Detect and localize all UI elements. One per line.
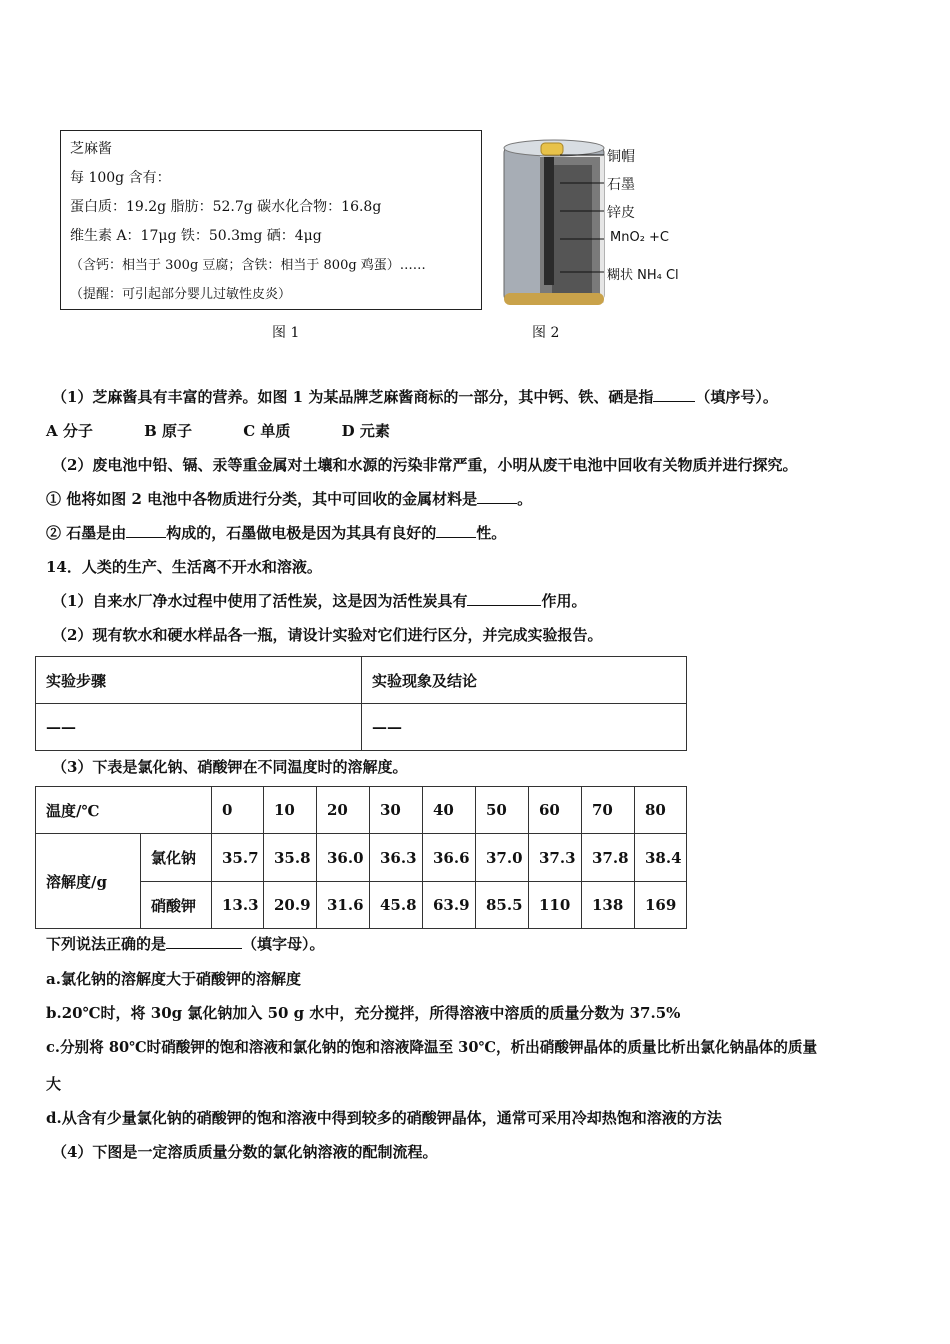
value-cell: 38.4 <box>635 834 687 882</box>
value-cell: 45.8 <box>370 882 423 929</box>
choice-a: a.氯化钠的溶解度大于硝酸钾的溶解度 <box>46 970 301 988</box>
report-header-steps: 实验步骤 <box>36 657 362 704</box>
value-cell: 37.3 <box>529 834 582 882</box>
value-cell: 36.0 <box>317 834 370 882</box>
q14-part1: （1）自来水厂净水过程中使用了活性炭，这是因为活性炭具有 作用。 <box>52 592 587 610</box>
value-cell: 35.8 <box>264 834 317 882</box>
value-cell: 169 <box>635 882 687 929</box>
value-cell: 31.6 <box>317 882 370 929</box>
answer-blank[interactable] <box>653 387 695 402</box>
temp-cell: 20 <box>317 787 370 834</box>
value-cell: 138 <box>582 882 635 929</box>
temp-cell: 70 <box>582 787 635 834</box>
value-cell: 36.3 <box>370 834 423 882</box>
label-line: 维生素 A：17μg 铁：50.3mg 硒：4μg <box>70 228 322 244</box>
value-cell: 63.9 <box>423 882 476 929</box>
answer-blank[interactable] <box>126 523 166 538</box>
row-name-kno3: 硝酸钾 <box>141 882 212 929</box>
option-c: C 单质 <box>243 422 291 440</box>
zinc-label: 锌皮 <box>607 205 635 221</box>
choice-c-cont: 大 <box>46 1075 62 1093</box>
temp-header: 温度/℃ <box>36 787 212 834</box>
q14-part3-question: 下列说法正确的是 （填字母）。 <box>46 935 325 953</box>
report-cell-steps[interactable]: —— <box>36 704 362 751</box>
report-cell-result[interactable]: —— <box>362 704 687 751</box>
graphite-rod <box>544 157 554 285</box>
solubility-table <box>35 786 687 929</box>
label-line: （含钙：相当于 300g 豆腐；含铁：相当于 800g 鸡蛋）…… <box>70 258 426 273</box>
report-header-result: 实验现象及结论 <box>362 657 687 704</box>
experiment-report-table <box>35 656 687 751</box>
sesame-paste-label <box>60 130 482 310</box>
label-line: （提醒：可引起部分婴儿过敏性皮炎） <box>70 287 292 302</box>
temp-cell: 60 <box>529 787 582 834</box>
label-line: 蛋白质：19.2g 脂肪：52.7g 碳水化合物：16.8g <box>70 199 382 215</box>
q13-part2a: ① 他将如图 2 电池中各物质进行分类，其中可回收的金属材料是 。 <box>46 490 533 508</box>
temp-cell: 80 <box>635 787 687 834</box>
value-cell: 37.8 <box>582 834 635 882</box>
temp-cell: 50 <box>476 787 529 834</box>
solubility-header: 溶解度/g <box>36 834 141 929</box>
q13-options <box>46 420 390 441</box>
value-cell: 37.0 <box>476 834 529 882</box>
q13-part2: （2）废电池中铅、镉、汞等重金属对土壤和水源的污染非常严重，小明从废干电池中回收有关物质并进行探究。 <box>52 456 798 474</box>
figure1-caption: 图 1 <box>272 325 300 341</box>
choice-d: d.从含有少量氯化钠的硝酸钾的饱和溶液中得到较多的硝酸钾晶体，通常可采用冷却热饱和溶液的方法 <box>46 1109 722 1127</box>
leader-lines <box>560 140 610 280</box>
base-rim <box>504 293 604 305</box>
label-line: 芝麻酱 <box>70 141 112 157</box>
value-cell: 36.6 <box>423 834 476 882</box>
temp-cell: 40 <box>423 787 476 834</box>
q14-part2: （2）现有软水和硬水样品各一瓶，请设计实验对它们进行区分，并完成实验报告。 <box>52 626 603 644</box>
mno2-label: MnO₂ +C <box>610 230 670 245</box>
temp-cell: 30 <box>370 787 423 834</box>
value-cell: 110 <box>529 882 582 929</box>
temp-cell: 10 <box>264 787 317 834</box>
option-b: B 原子 <box>144 422 193 440</box>
q14-part4: （4）下图是一定溶质质量分数的氯化钠溶液的配制流程。 <box>52 1143 438 1161</box>
option-d: D 元素 <box>341 422 390 440</box>
figure2-caption: 图 2 <box>532 325 560 341</box>
answer-blank[interactable] <box>436 523 476 538</box>
value-cell: 85.5 <box>476 882 529 929</box>
label-line: 每 100g 含有： <box>70 170 171 186</box>
option-a: A 分子 <box>46 422 93 440</box>
graphite-label: 石墨 <box>607 177 635 193</box>
temp-cell: 0 <box>212 787 264 834</box>
answer-blank[interactable] <box>166 934 242 949</box>
answer-blank[interactable] <box>467 591 541 606</box>
q14-title: 14．人类的生产、生活离不开水和溶液。 <box>46 558 322 576</box>
nh4cl-label: 糊状 NH₄ Cl <box>607 268 679 283</box>
q13-part2b: ② 石墨是由 构成的，石墨做电极是因为其具有良好的 性。 <box>46 524 507 542</box>
q14-part3: （3）下表是氯化钠、硝酸钾在不同温度时的溶解度。 <box>52 758 408 776</box>
value-cell: 13.3 <box>212 882 264 929</box>
choice-b: b.20℃时，将 30g 氯化钠加入 50 g 水中，充分搅拌，所得溶液中溶质的质量分数为 37.5% <box>46 1004 681 1022</box>
copper-cap-label: 铜帽 <box>607 149 635 165</box>
row-name-nacl: 氯化钠 <box>141 834 212 882</box>
value-cell: 20.9 <box>264 882 317 929</box>
value-cell: 35.7 <box>212 834 264 882</box>
answer-blank[interactable] <box>477 489 517 504</box>
q13-part1: （1）芝麻酱具有丰富的营养。如图 1 为某品牌芝麻酱商标的一部分，其中钙、铁、硒是指 （填序号）。 <box>52 388 778 406</box>
choice-c: c.分别将 80℃时硝酸钾的饱和溶液和氯化钠的饱和溶液降温至 30℃，析出硝酸钾晶体的质量比析出氯化钠晶体的质量 <box>46 1039 818 1056</box>
